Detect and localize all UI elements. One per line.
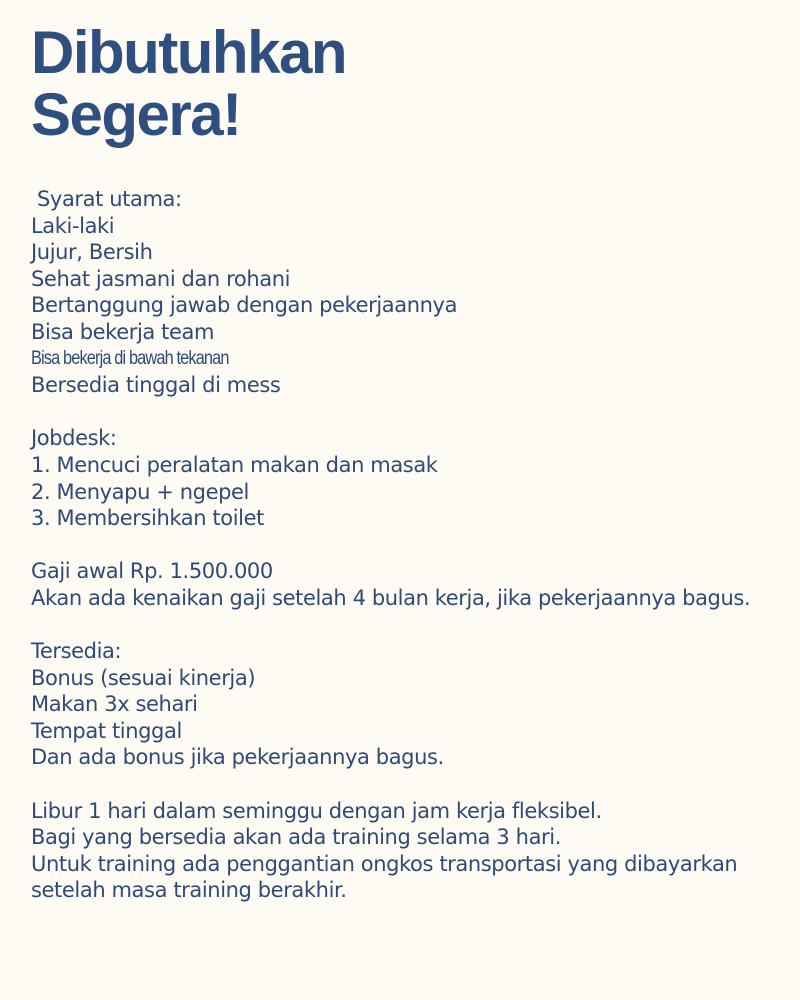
section-gap bbox=[31, 771, 791, 798]
job-details bbox=[31, 186, 791, 904]
requirement-item: Sehat jasmani dan rohani bbox=[31, 266, 291, 291]
page-title bbox=[31, 19, 346, 148]
title-line-1: Dibutuhkan bbox=[31, 19, 346, 86]
benefit-item: Makan 3x sehari bbox=[31, 692, 198, 717]
requirement-item: Laki-laki bbox=[31, 213, 115, 238]
holiday-note: Libur 1 hari dalam seminggu dengan jam kerja fleksibel. bbox=[31, 798, 602, 823]
training-note: Bagi yang bersedia akan ada training selama 3 hari. bbox=[31, 825, 561, 850]
salary-raise-note: Akan ada kenaikan gaji setelah 4 bulan kerja, jika pekerjaannya bagus. bbox=[31, 585, 751, 610]
benefit-item: Tempat tinggal bbox=[31, 718, 182, 743]
jobdesk-item: 2. Menyapu + ngepel bbox=[31, 479, 249, 504]
section-gap bbox=[31, 532, 791, 559]
benefits-heading: Tersedia: bbox=[31, 639, 122, 664]
benefit-item: Bonus (sesuai kinerja) bbox=[31, 665, 256, 690]
jobdesk-section bbox=[31, 425, 791, 531]
transport-note: Untuk training ada penggantian ongkos transportasi yang dibayarkan setelah masa training berakhir. bbox=[31, 851, 738, 903]
notes-section bbox=[31, 798, 791, 904]
jobdesk-heading: Jobdesk: bbox=[31, 426, 117, 451]
jobdesk-item: 3. Membersihkan toilet bbox=[31, 506, 264, 531]
requirement-item: Bisa bekerja di bawah tekanan bbox=[31, 347, 229, 369]
section-gap bbox=[31, 399, 791, 426]
salary-section bbox=[31, 558, 791, 611]
title-line-2: Segera! bbox=[31, 81, 241, 148]
requirements-section bbox=[31, 186, 791, 399]
requirements-heading: Syarat utama: bbox=[37, 187, 182, 211]
salary-start: Gaji awal Rp. 1.500.000 bbox=[31, 559, 273, 584]
requirement-item: Bertanggung jawab dengan pekerjaannya bbox=[31, 293, 458, 318]
requirement-item: Jujur, Bersih bbox=[31, 240, 153, 265]
requirement-item: Bisa bekerja team bbox=[31, 319, 214, 344]
section-gap bbox=[31, 612, 791, 639]
benefits-section bbox=[31, 638, 791, 771]
requirement-item: Bersedia tinggal di mess bbox=[31, 373, 281, 398]
jobdesk-item: 1. Mencuci peralatan makan dan masak bbox=[31, 452, 438, 477]
benefit-item: Dan ada bonus jika pekerjaannya bagus. bbox=[31, 745, 444, 770]
